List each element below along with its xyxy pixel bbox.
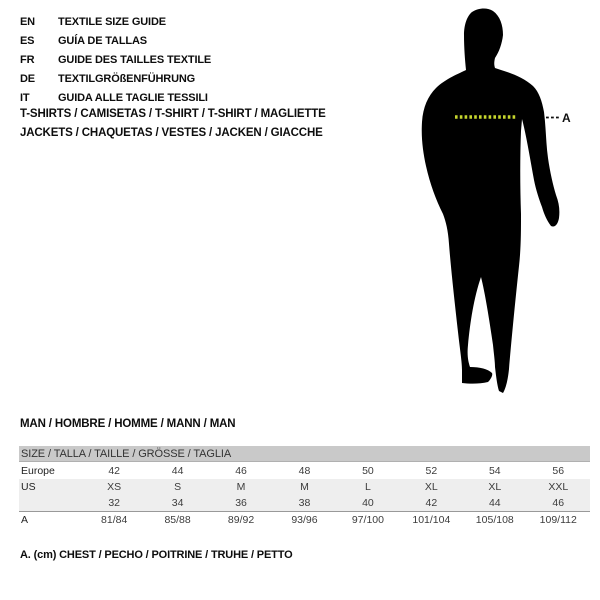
- language-code: EN: [20, 16, 35, 28]
- table-cell: 40: [336, 495, 399, 512]
- table-cell: 50: [336, 462, 399, 480]
- measurement-footnote: A. (cm) CHEST / PECHO / POITRINE / TRUHE / PETTO: [20, 549, 293, 561]
- category-jackets: JACKETS / CHAQUETAS / VESTES / JACKEN / GIACCHE: [20, 127, 323, 139]
- table-cell: 44: [146, 462, 209, 480]
- language-row-en: [20, 13, 211, 32]
- table-cell: 85/88: [146, 512, 209, 529]
- table-row: [19, 462, 590, 480]
- table-cell: XS: [82, 479, 145, 495]
- table-cell: M: [209, 479, 272, 495]
- garment-categories: [20, 105, 326, 143]
- category-tshirts: T-SHIRTS / CAMISETAS / T-SHIRT / T-SHIRT / MAGLIETTE: [20, 108, 326, 120]
- language-row-de: [20, 70, 211, 89]
- language-code: FR: [20, 54, 35, 66]
- table-cell: 81/84: [82, 512, 145, 529]
- table-cell: 32: [82, 495, 145, 512]
- table-cell: XL: [400, 479, 463, 495]
- table-cell: 93/96: [273, 512, 336, 529]
- row-label: [19, 495, 82, 512]
- row-label: Europe: [19, 462, 82, 480]
- table-cell: 36: [209, 495, 272, 512]
- table-cell: 101/104: [400, 512, 463, 529]
- table-cell: 54: [463, 462, 526, 480]
- table-cell: 38: [273, 495, 336, 512]
- table-cell: 109/112: [527, 512, 591, 529]
- table-cell: 97/100: [336, 512, 399, 529]
- man-silhouette: [422, 8, 560, 393]
- table-cell: XL: [463, 479, 526, 495]
- table-cell: 46: [209, 462, 272, 480]
- size-table-header: SIZE / TALLA / TAILLE / GRÖSSE / TAGLIA: [19, 446, 590, 462]
- table-cell: 52: [400, 462, 463, 480]
- table-cell: M: [273, 479, 336, 495]
- language-label: GUÍA DE TALLAS: [58, 35, 147, 47]
- table-cell: XXL: [527, 479, 591, 495]
- section-title-man: MAN / HOMBRE / HOMME / MANN / MAN: [20, 418, 236, 430]
- table-cell: L: [336, 479, 399, 495]
- size-table-head: [19, 446, 590, 462]
- size-table: [19, 446, 590, 528]
- table-cell: 42: [400, 495, 463, 512]
- table-cell: 56: [527, 462, 591, 480]
- language-row-es: [20, 32, 211, 51]
- table-row: [19, 479, 590, 495]
- table-cell: 48: [273, 462, 336, 480]
- table-cell: 42: [82, 462, 145, 480]
- language-row-fr: [20, 51, 211, 70]
- language-code: DE: [20, 73, 35, 85]
- table-cell: S: [146, 479, 209, 495]
- language-label: TEXTILE SIZE GUIDE: [58, 16, 166, 28]
- language-list: [20, 13, 211, 108]
- language-label: GUIDE DES TAILLES TEXTILE: [58, 54, 212, 66]
- table-cell: 89/92: [209, 512, 272, 529]
- table-cell: 44: [463, 495, 526, 512]
- size-table-body: [19, 462, 590, 529]
- table-cell: 46: [527, 495, 591, 512]
- table-row: [19, 495, 590, 512]
- language-code: ES: [20, 35, 35, 47]
- language-label: TEXTILGRÖßENFÜHRUNG: [58, 73, 196, 85]
- row-label: US: [19, 479, 82, 495]
- man-silhouette-figure: [403, 0, 600, 400]
- table-cell: 34: [146, 495, 209, 512]
- row-label: A: [19, 512, 82, 529]
- table-row: [19, 512, 590, 529]
- size-table-header-row: [19, 446, 590, 462]
- language-label: GUIDA ALLE TAGLIE TESSILI: [58, 92, 208, 104]
- table-cell: 105/108: [463, 512, 526, 529]
- language-code: IT: [20, 92, 30, 104]
- measure-label-a: A: [562, 111, 571, 125]
